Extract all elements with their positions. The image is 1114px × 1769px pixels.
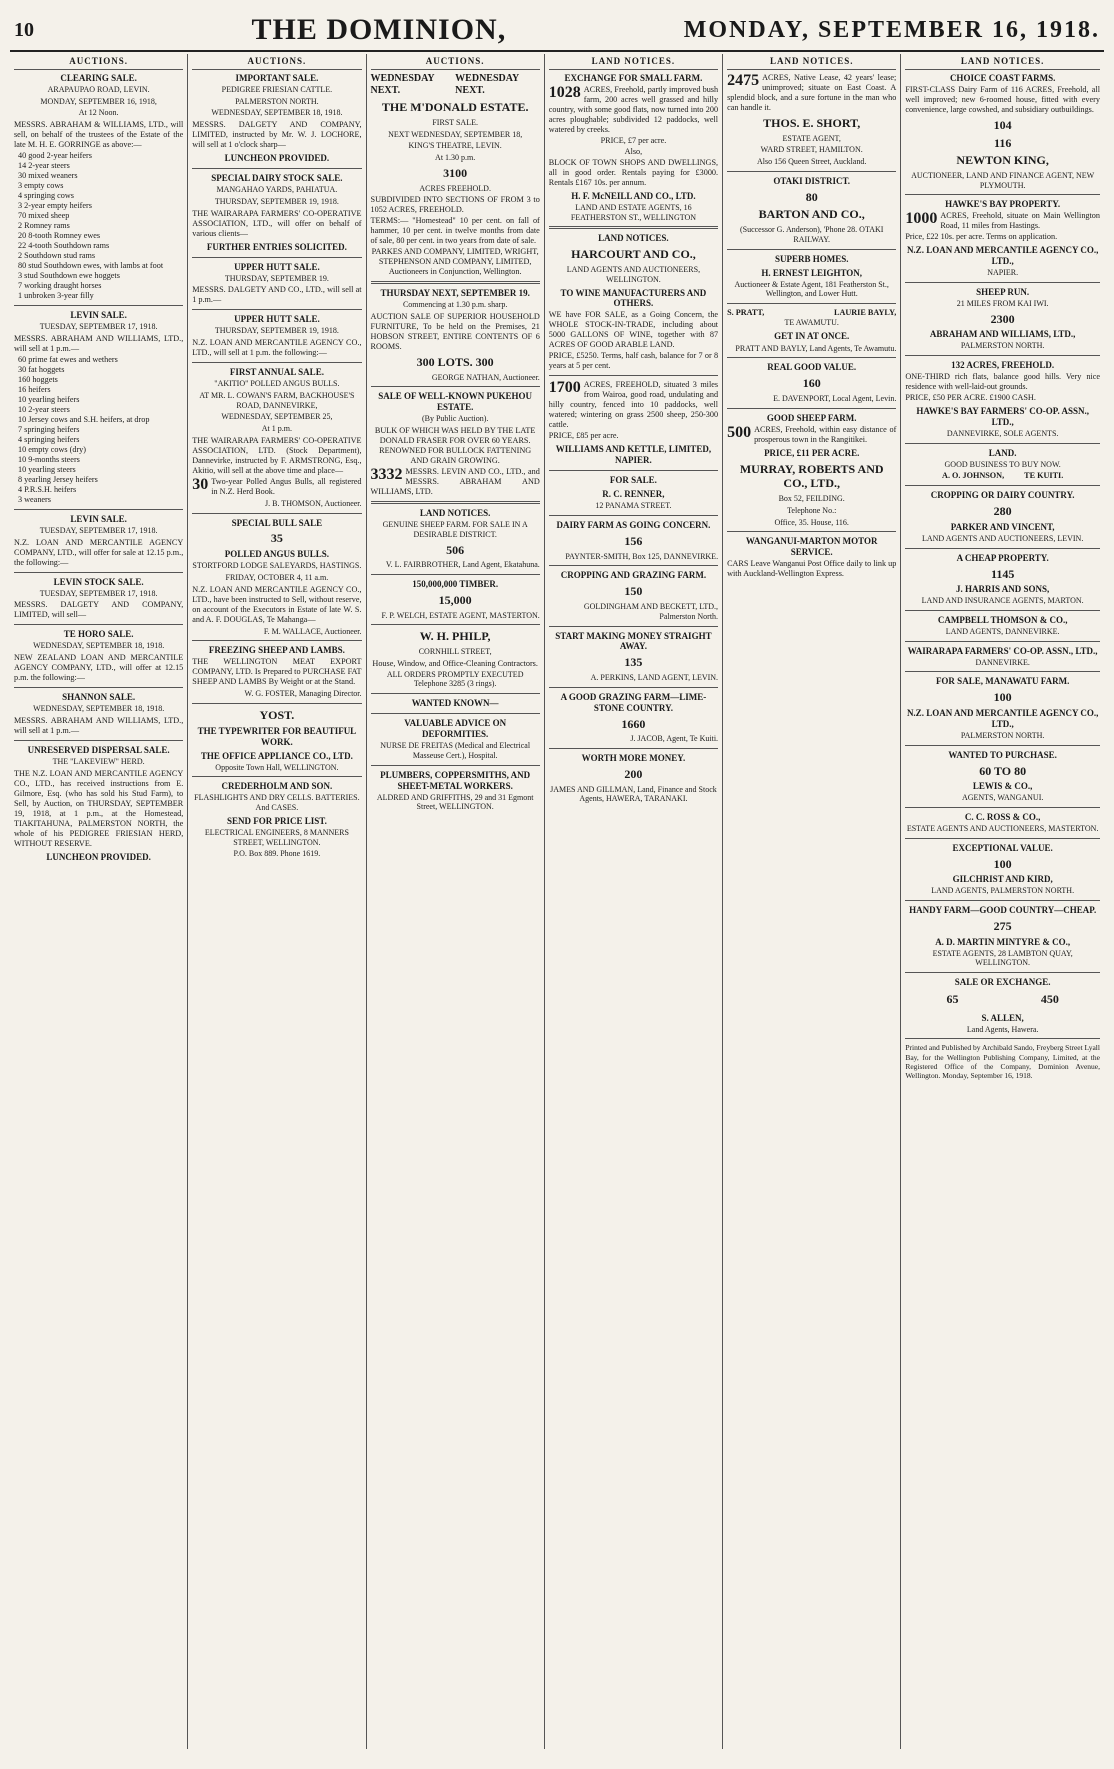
ad-heading: SPECIAL BULL SALE [231, 517, 323, 528]
acreage: 2475 [727, 71, 760, 89]
acreage: 500 [727, 423, 752, 441]
ad-heading: FIRST ANNUAL SALE. [229, 367, 324, 378]
acreage: 116 [993, 135, 1012, 150]
ad-signature: WAIRARAPA FARMERS' CO-OP. ASSN., LTD., [907, 645, 1098, 656]
list-item: 1 unbroken 3-year filly [18, 291, 94, 301]
ad-signature: H. F. McNEILL AND CO., LTD. [571, 190, 696, 201]
ad-heading: UPPER HUTT SALE. [234, 261, 320, 272]
ad-body: ACRES, Freehold, partly improved bush farm, 200 acres well grassed and hilly country, with some good flats, now turned into 200 acres ploughable; subdivided 12 paddocks, well watered by creeks. [548, 84, 719, 134]
ad-heading: THE M'DONALD ESTATE. [381, 100, 529, 115]
acreage: 3100 [443, 165, 468, 180]
ad-heading: UPPER HUTT SALE. [234, 314, 320, 325]
list-item: 10 yearling heifers [18, 394, 80, 404]
ad-heading: SALE OF WELL-KNOWN PUKEHOU ESTATE. [378, 391, 533, 413]
lot-description: Two-year Polled Angus Bulls, all registered in N.Z. Herd Book. [211, 476, 362, 496]
ad-address: Also 156 Queen Street, Auckland. [757, 157, 867, 167]
acreage: 506 [446, 542, 465, 557]
ad-signature: NURSE DE FREITAS (Medical and Electrical Masseuse Cert.), Hospital. [380, 741, 531, 760]
ad-price: PRICE, £50 PER ACRE. £1900 CASH. [905, 393, 1036, 402]
ad-place: AGENTS, WANGANUI. [961, 793, 1044, 803]
ad-firm: HARCOURT AND CO., [571, 247, 696, 262]
ad-place: LAND AGENTS, DANNEVIRKE. [945, 627, 1060, 636]
ad-time: At 1.30 p.m. [435, 153, 476, 163]
acreage: 150 [624, 584, 643, 599]
newspaper-page [10, 10, 1104, 1749]
acreage: 1660 [621, 716, 646, 731]
list-item: 7 springing heifers [18, 424, 80, 434]
acreage: 104 [993, 117, 1012, 132]
ad-signature: C. C. ROSS & CO., [964, 812, 1041, 823]
ad-date: NEXT WEDNESDAY, SEPTEMBER 18, [388, 129, 523, 139]
ad-body: N.Z. LOAN AND MERCANTILE AGENCY CO., LTD., will sell at 1 p.m. the following:— [192, 338, 362, 358]
acreage: 65 [946, 992, 959, 1007]
ad-body: ACRES, FREEHOLD, situated 3 miles from Wairoa, good road, undulating and hilly country, fenced into 10 paddocks, well watered; wintering on grass 2500 sheep, 250-300 cattle. [548, 380, 719, 430]
ad-heading: FOR SALE, MANAWATU FARM. [935, 676, 1070, 687]
agent-left: S. PRATT, [727, 308, 765, 317]
ad-place: TE AWAMUTU. [784, 318, 839, 327]
list-item: 3 2-year empty heifers [18, 201, 92, 211]
page-number: 10 [14, 18, 34, 41]
ad-place: PALMERSTON NORTH. [960, 731, 1045, 740]
acreage: 15,000 [438, 592, 472, 607]
ad-signature: J. JACOB, Agent, Te Kuiti. [630, 734, 719, 744]
acreage-label: ACRES FREEHOLD. [419, 183, 491, 193]
ad-price: PRICE, £11 PER ACRE. [764, 447, 860, 458]
list-item: 7 working draught horses [18, 281, 102, 291]
ad-address: 12 PANAMA STREET. [595, 501, 672, 511]
ad-heading: GOOD SHEEP FARM. [766, 412, 857, 423]
ad-place: STORTFORD LODGE SALEYARDS, HASTINGS. [192, 561, 362, 571]
column-heading: LAND NOTICES. [549, 54, 718, 70]
ad-heading: WANTED TO PURCHASE. [948, 749, 1057, 760]
ad-heading: LEVIN STOCK SALE. [53, 576, 144, 587]
ad-note: SEND FOR PRICE LIST. [226, 815, 327, 826]
ad-date: THURSDAY, SEPTEMBER 19. [224, 273, 329, 283]
ad-signature: PRATT AND BAYLY, Land Agents, Te Awamutu. [735, 343, 897, 353]
ad-subheading: ESTATE AGENT, [782, 133, 841, 143]
column-2 [188, 54, 366, 1749]
ad-heading: LAND NOTICES. [598, 233, 669, 244]
ad-signature: NEWTON KING, [956, 153, 1049, 168]
list-item: 40 good 2-year heifers [18, 151, 92, 161]
ad-heading: OTAKI DISTRICT. [773, 175, 851, 186]
ad-heading: REAL GOOD VALUE. [767, 362, 857, 373]
list-item: 2 Romney rams [18, 221, 70, 231]
ad-signature: E. DAVENPORT, Local Agent, Levin. [773, 394, 897, 404]
acreage: 1028 [548, 83, 581, 101]
ad-time: At 1 p.m. [261, 424, 293, 433]
ad-date: THURSDAY, SEPTEMBER 19, 1918. [214, 196, 339, 206]
list-item: 20 8-tooth Romney ewes [18, 231, 101, 241]
ad-place: LAND AGENTS AND AUCTIONEERS, LEVIN. [921, 533, 1084, 543]
ad-body: N.Z. LOAN AND MERCANTILE AGENCY CO., LTD., have been instructed to Sell, without reserve, on account of the Executors in Estate of late W. S. and A. F. DOUGLAS, Te Mahanga— [192, 584, 362, 624]
ad-heading: CHOICE COAST FARMS. [949, 72, 1056, 83]
ad-heading: A CHEAP PROPERTY. [956, 552, 1049, 563]
acreage: 156 [624, 534, 643, 549]
ad-date: WEDNESDAY, SEPTEMBER 25, [221, 412, 333, 422]
ad-date: TUESDAY, SEPTEMBER 17, 1918. [39, 322, 158, 332]
acreage: 80 [805, 189, 818, 204]
list-item: 3 weaners [18, 494, 51, 504]
ad-signature: S. ALLEN, [981, 1012, 1024, 1023]
ad-place: DANNEVIRKE, SOLE AGENTS. [946, 428, 1059, 438]
ad-body: THE N.Z. LOAN AND MERCANTILE AGENCY CO., LTD., has received instructions from E. Gilmore, Esq. (who has sold his Stud Farm), to Sell, by Auction, on THURSDAY, SEPTEMBER 19, 1918, at 1 p.m., at the Homestead, TIAKITAHUNA, PALMERSTON NORTH, the whole of his PEDIGREE FRIESIAN HERD, WITHOUT RESERVE. [14, 768, 184, 848]
ad-heading: CREDERHOLM AND SON. [221, 781, 333, 792]
ad-heading: WANTED KNOWN— [411, 698, 499, 709]
ad-subheading: AUCTIONEER, LAND AND FINANCE AGENT, NEW PLYMOUTH. [911, 170, 1095, 190]
agent-right: LAURIE BAYLY, [833, 308, 897, 317]
column-heading: AUCTIONS. [371, 54, 540, 70]
ad-body: THE TYPEWRITER FOR BEAUTIFUL WORK. [197, 725, 357, 747]
ad-place: PALMERSTON NORTH. [235, 96, 319, 106]
ad-address: Opposite Town Hall, WELLINGTON. [215, 762, 339, 772]
ad-subheading: Commencing at 1.30 p.m. sharp. [402, 300, 508, 310]
column-6 [901, 54, 1104, 1749]
ad-heading: WORTH MORE MONEY. [581, 753, 686, 764]
acreage: 160 [802, 376, 821, 391]
ad-signature: A. D. MARTIN MINTYRE & CO., [935, 936, 1071, 947]
ad-price: Price, £22 10s. per acre. Terms on application. [905, 232, 1058, 242]
ad-signature: PARKER AND VINCENT, [950, 522, 1055, 532]
ad-place: PALMERSTON NORTH. [960, 341, 1045, 351]
ad-body: MESSRS. DALGETY AND COMPANY, LIMITED, instructed by Mr. W. J. LOCHORE, will sell at 1 o'clock sharp— [192, 120, 362, 150]
ad-signature: F. P. WELCH, ESTATE AGENT, MASTERTON. [381, 610, 540, 620]
ad-date: WEDNESDAY, SEPTEMBER 18, 1918. [33, 704, 165, 714]
ad-heading: SPECIAL DAIRY STOCK SALE. [211, 173, 343, 184]
ad-signature: GEORGE NATHAN, Auctioneer. [431, 372, 540, 382]
ad-heading: TE HORO SALE. [63, 629, 134, 640]
ad-body: MESSRS. DALGETY AND COMPANY, LIMITED, will sell— [14, 600, 184, 620]
ad-subheading: Auctioneer & Estate Agent, 181 Featherston St., Wellington, and Lower Hutt. [734, 279, 889, 299]
acreage: 135 [624, 655, 643, 670]
ad-subheading: GOOD BUSINESS TO BUY NOW. [944, 459, 1061, 469]
ad-date: WEDNESDAY, SEPTEMBER 18, 1918. [211, 108, 343, 118]
ad-place: NAPIER. [987, 268, 1019, 278]
ad-subheading: FIRST SALE. [432, 117, 478, 127]
ad-heading: CLEARING SALE. [60, 72, 137, 83]
list-item: 10 Jersey cows and S.H. heifers, at drop [18, 414, 150, 424]
ad-place: DANNEVIRKE. [975, 657, 1030, 667]
list-item: 80 stud Southdown ewes, with lambs at foot [18, 261, 164, 271]
ad-heading: FOR SALE. [609, 475, 657, 486]
list-item: 30 fat hoggets [18, 364, 65, 374]
ad-signature: N.Z. LOAN AND MERCANTILE AGENCY CO., LTD., [906, 245, 1099, 267]
ad-place: LAND AND INSURANCE AGENTS, MARTON. [921, 596, 1084, 606]
acreage: 100 [993, 690, 1012, 705]
ad-date: FRIDAY, OCTOBER 4, 11 a.m. [225, 572, 329, 582]
ad-heading: A GOOD GRAZING FARM—LIME-STONE COUNTRY. [560, 691, 707, 713]
acreage: 1000 [905, 210, 938, 228]
ad-subheading: POLLED ANGUS BULLS. [224, 549, 330, 560]
column-heading: AUCTIONS. [192, 54, 361, 70]
list-item: 10 2-year steers [18, 404, 70, 414]
list-item: 4 P.R.S.H. heifers [18, 484, 77, 494]
ad-signature: V. L. FAIRBROTHER, Land Agent, Ekatahuna. [385, 560, 540, 570]
acreage: 100 [993, 856, 1012, 871]
ad-signature: H. ERNEST LEIGHTON, [761, 267, 863, 278]
ad-place: ESTATE AGENTS AND AUCTIONEERS, MASTERTON. [906, 824, 1099, 834]
ad-heading: CROPPING OR DAIRY COUNTRY. [930, 490, 1075, 501]
ad-heading: DAIRY FARM AS GOING CONCERN. [556, 520, 711, 531]
ad-body: MESSRS. ABRAHAM AND WILLIAMS, LTD., will sell at 1 p.m.— [14, 333, 184, 353]
ad-signature: A. O. JOHNSON, [942, 471, 1005, 481]
ad-signature: J. HARRIS AND SONS, [956, 584, 1050, 595]
ad-heading: SUPERB HOMES. [774, 253, 849, 264]
ad-subheading: "AKITIO" POLLED ANGUS BULLS. [214, 379, 340, 388]
ad-heading: LAND. [988, 447, 1017, 458]
list-item: 10 9-months steers [18, 454, 80, 464]
list-item: 3 stud Southdown ewe hoggets [18, 271, 120, 281]
ad-heading: VALUABLE ADVICE ON DEFORMITIES. [404, 718, 507, 740]
ad-subheading: LAND AGENTS AND AUCTIONEERS, WELLINGTON. [566, 265, 701, 284]
ad-signature: PAYNTER-SMITH, Box 125, DANNEVIRKE. [565, 551, 719, 561]
ad-phone: Office, 35. House, 116. [774, 517, 849, 527]
ad-heading: HANDY FARM—GOOD COUNTRY—CHEAP. [909, 905, 1097, 916]
acreage: 275 [993, 919, 1012, 934]
ad-date: WEDNESDAY, SEPTEMBER 18, 1918. [33, 641, 165, 651]
acreage: 1145 [990, 566, 1015, 581]
ad-heading: LAND NOTICES. [419, 508, 491, 519]
ad-subheading: MANGAHAO YARDS, PAHIATUA. [216, 185, 338, 195]
ad-heading: FREEZING SHEEP AND LAMBS. [208, 645, 345, 656]
ad-heading: W. H. PHILP, [419, 629, 491, 644]
ad-signature: BARTON AND CO., [758, 207, 865, 222]
ad-terms: TERMS:— "Homestead" 10 per cent. on fall of hammer, 10 per cent. in twelve months from date of sale, 80 per cent. in two years from date of sale. [370, 216, 540, 246]
ad-body: BLOCK OF TOWN SHOPS AND DWELLINGS, all in good order. Rentals paying for £3000. Rentals £167 10s. per annum. [548, 157, 719, 187]
ad-heading: CROPPING AND GRAZING FARM. [560, 570, 707, 581]
column-heading: LAND NOTICES. [905, 54, 1100, 70]
acreage: 3332 [370, 466, 403, 484]
ad-heading: 132 ACRES, FREEHOLD. [951, 360, 1055, 371]
list-item: 4 springing heifers [18, 434, 80, 444]
acreage: 450 [1040, 992, 1059, 1007]
ad-signature: W. G. FOSTER, Managing Director. [244, 689, 362, 699]
ad-heading: HAWKE'S BAY PROPERTY. [945, 199, 1061, 210]
ad-place: Land Agents, Hawera. [966, 1024, 1039, 1034]
ad-signature: ABRAHAM AND WILLIAMS, LTD., [929, 329, 1076, 340]
list-item: 10 yearling steers [18, 464, 76, 474]
ad-subheading: ARAPAUPAO ROAD, LEVIN. [47, 84, 150, 94]
ad-price: PRICE, £85 per acre. [548, 431, 619, 441]
acreage: 1700 [548, 379, 581, 397]
list-item: 2 Southdown stud rams [18, 251, 96, 261]
ad-heading: UNRESERVED DISPERSAL SALE. [27, 744, 170, 755]
ad-phone: P.O. Box 889. Phone 1619. [233, 849, 321, 859]
ad-banner-right: WEDNESDAY NEXT. [455, 72, 519, 97]
ad-note: LUNCHEON PROVIDED. [46, 851, 151, 862]
ad-heading: LEVIN SALE. [70, 513, 127, 524]
ad-signature: A. PERKINS, LAND AGENT, LEVIN. [590, 673, 719, 683]
ad-place: ESTATE AGENTS, 28 LAMBTON QUAY, WELLINGTON. [932, 948, 1073, 968]
list-item: 160 hoggets [18, 374, 58, 384]
list-item: 70 mixed sheep [18, 211, 70, 221]
ad-date: TUESDAY, SEPTEMBER 17, 1918. [39, 588, 158, 598]
ad-body: ONE-THIRD rich flats, balance good hills. Very nice residence with well-laid-out grounds. [905, 372, 1100, 391]
ad-heading: LEVIN SALE. [70, 310, 127, 321]
issue-date: MONDAY, SEPTEMBER 16, 1918. [683, 16, 1100, 43]
column-3 [367, 54, 545, 1749]
ad-heading: IMPORTANT SALE. [235, 72, 319, 83]
stock-list [14, 355, 183, 505]
ad-heading: EXCHANGE FOR SMALL FARM. [564, 72, 703, 83]
ad-signature: GILCHRIST AND KIRD, [952, 874, 1053, 885]
columns [10, 54, 1104, 1749]
lot-count: 30 [192, 475, 209, 493]
list-item: 22 4-tooth Southdown rams [18, 241, 110, 251]
ad-signature: PARKES AND COMPANY, LIMITED, WRIGHT, STEPHENSON AND COMPANY, LIMITED, Auctioneers in Conjunction, Wellington. [371, 247, 539, 277]
ad-heading: EXCEPTIONAL VALUE. [952, 842, 1053, 853]
ad-address: LAND AND ESTATE AGENTS, 16 FEATHERSTON ST., WELLINGTON [570, 202, 697, 222]
ad-signature: CAMPBELL THOMSON & CO., [937, 615, 1068, 626]
ad-body: House, Window, and Office-Cleaning Contractors. [372, 658, 538, 668]
ad-heading: THURSDAY NEXT, SEPTEMBER 19. [380, 288, 530, 299]
ad-date: TUESDAY, SEPTEMBER 17, 1918. [39, 525, 158, 535]
column-1 [10, 54, 188, 1749]
ad-signature: N.Z. LOAN AND MERCANTILE AGENCY CO., LTD., [906, 708, 1099, 730]
ad-signature: GOLDINGHAM AND BECKETT, LTD., Palmerston North. [583, 602, 719, 621]
ad-heading: START MAKING MONEY STRAIGHT AWAY. [555, 630, 712, 652]
ad-subheading: PEDIGREE FRIESIAN CATTLE. [221, 84, 333, 94]
ad-heading: SHANNON SALE. [62, 692, 136, 703]
ad-signature: THE OFFICE APPLIANCE CO., LTD. [200, 750, 353, 761]
list-item: 8 yearling Jersey heifers [18, 474, 98, 484]
ad-body: NEW ZEALAND LOAN AND MERCANTILE AGENCY COMPANY, LTD., will offer at 12.15 p.m. the following:— [14, 653, 184, 683]
column-heading: AUCTIONS. [14, 54, 183, 70]
ad-note: Also, [624, 146, 643, 156]
ad-place: LAND AGENTS, PALMERSTON NORTH. [931, 886, 1075, 896]
list-item: 14 2-year steers [18, 161, 70, 171]
ad-address: CORNHILL STREET, [418, 646, 492, 656]
ad-signature: F. M. WALLACE, Auctioneer. [263, 626, 362, 636]
list-item: 10 empty cows (dry) [18, 444, 86, 454]
lot-count: 300 LOTS. 300 [416, 355, 494, 370]
ad-subheading: TO WINE MANUFACTURERS AND OTHERS. [560, 287, 707, 309]
ad-place: KING'S THEATRE, LEVIN. [408, 141, 502, 151]
ad-subheading: GENUINE SHEEP FARM. FOR SALE IN A DESIRABLE DISTRICT. [382, 520, 528, 539]
acreage: 200 [624, 767, 643, 782]
list-item: 60 prime fat ewes and wethers [18, 354, 118, 364]
imprint: Printed and Published by Archibald Sando, Freyberg Street Lyall Bay, for the Wellington Publishing Company, Limited, at the Registered Office of the Company, Dominion Avenue, Wellington. Monday, September 16, 1918. [905, 1043, 1100, 1080]
ad-body: THE WAIRARAPA FARMERS' CO-OPERATIVE ASSOCIATION, LTD., will offer on behalf of various clients— [192, 208, 362, 238]
ad-body: MESSRS. DALGETY AND CO., LTD., will sell at 1 p.m.— [192, 285, 362, 305]
lot-count: 35 [270, 531, 283, 546]
ad-note: ALL ORDERS PROMPTLY EXECUTED Telephone 3285 (3 rings). [386, 669, 524, 689]
ad-place: AT MR. L. COWAN'S FARM, BACKHOUSE'S ROAD, DANNEVIRKE, [199, 390, 355, 410]
list-item: 4 springing cows [18, 191, 74, 201]
ad-body: SUBDIVIDED INTO SECTIONS OF FROM 3 to 1052 ACRES, FREEHOLD. [370, 195, 540, 215]
newspaper-title: THE DOMINION, [251, 13, 507, 46]
ad-body: ACRES, Freehold, within easy distance of prosperous town in the Rangitikei. [754, 424, 897, 444]
ad-banner-left: WEDNESDAY NEXT. [370, 72, 435, 97]
ad-date: MONDAY, SEPTEMBER 16, 1918, [40, 96, 157, 106]
ad-note: LUNCHEON PROVIDED. [224, 153, 330, 164]
ad-heading: YOST. [259, 708, 295, 723]
list-item: 16 heifers [18, 384, 51, 394]
ad-body: FLASHLIGHTS AND DRY CELLS. BATTERIES. And CASES. [194, 793, 360, 813]
ad-subheading: 21 MILES FROM KAI IWI. [956, 298, 1049, 308]
ad-address: Box 52, FEILDING. [778, 494, 845, 503]
ad-body: MESSRS. ABRAHAM AND WILLIAMS, LTD., will sell at 1 p.m.— [14, 715, 184, 735]
ad-signature: THOS. E. SHORT, [763, 115, 861, 130]
column-5 [723, 54, 901, 1749]
ad-body: FIRST-CLASS Dairy Farm of 116 ACRES, Freehold, all well improved; new 6-roomed house, fitted with every convenience, large cowshed, and subsidiary outbuildings. [905, 84, 1100, 114]
ad-subheading: GET IN AT ONCE. [774, 330, 850, 341]
ad-subheading: (Successor G. Anderson), 'Phone 28. OTAKI RAILWAY. [739, 225, 884, 244]
ad-signature: J. B. THOMSON, Auctioneer. [265, 498, 362, 508]
ad-heading: 150,000,000 TIMBER. [412, 578, 499, 589]
ad-signature: ELECTRICAL ENGINEERS, 8 MANNERS STREET, WELLINGTON. [204, 827, 349, 847]
ad-signature: MURRAY, ROBERTS AND CO., LTD., [739, 461, 884, 491]
ad-body: THE WELLINGTON MEAT EXPORT COMPANY, LTD. Is Prepared to PURCHASE FAT SHEEP AND LAMBS By Weight or at the Stand. [192, 657, 362, 687]
ad-subheading: (By Public Auction). [421, 414, 489, 424]
ad-signature: MESSRS. LEVIN AND CO., LTD., and MESSRS. ABRAHAM AND WILLIAMS, LTD. [370, 467, 540, 497]
ad-signature: HAWKE'S BAY FARMERS' CO-OP. ASSN., LTD., [916, 406, 1089, 427]
ad-signature: JAMES AND GILLMAN, Land, Finance and Stock Agents, HAWERA, TARANAKI. [550, 784, 717, 804]
ad-signature: R. C. RENNER, [602, 489, 665, 500]
ad-address: WARD STREET, HAMILTON. [760, 145, 863, 155]
ad-signature: WILLIAMS AND KETTLE, LIMITED, NAPIER. [555, 444, 712, 466]
ad-heading: SALE OR EXCHANGE. [954, 977, 1051, 988]
ad-body: THE WAIRARAPA FARMERS' CO-OPERATIVE ASSOCIATION, LTD. (Stock Department), Dannevirke, instructed by F. ARMSTRONG, Esq., Akitio, will sell at the above time and place— [192, 435, 362, 475]
ad-signature: ALDRED AND GRIFFITHS, 29 and 31 Egmont Street, WELLINGTON. [376, 792, 534, 812]
ad-time: At 12 Noon. [78, 108, 119, 118]
ad-body: N.Z. LOAN AND MERCANTILE AGENCY COMPANY, LTD., will offer for sale at 12.15 p.m., the following:— [14, 537, 184, 567]
ad-price: PRICE, £7 per acre. [600, 135, 667, 145]
acreage: 280 [993, 504, 1012, 519]
ad-place: TE KUITI. [1024, 471, 1064, 481]
ad-price: PRICE, £5250. Terms, half cash, balance for 7 or 8 years at 5 per cent. [548, 351, 719, 371]
ad-body: BULK OF WHICH WAS HELD BY THE LATE DONALD FRASER FOR OVER 60 YEARS. RENOWNED FOR BULLOCK FATTENING AND GRAIN GROWING. [374, 426, 536, 466]
ad-heading: PLUMBERS, COPPERSMITHS, AND SHEET-METAL WORKERS. [380, 769, 531, 791]
ad-phone-label: Telephone No.: [787, 505, 837, 515]
ad-body: ACRES, Native Lease, 42 years' lease; unimproved; situate on East Coast. A splendid block, and a sure fortune in the man who can handle it. [727, 72, 897, 112]
ad-heading: SHEEP RUN. [976, 286, 1030, 297]
ad-body: WE have FOR SALE, as a Going Concern, the WHOLE STOCK-IN-TRADE, including about 5000 GALLONS OF WINE, together with 87 ACRES OF GOOD ARABLE LAND. [548, 310, 719, 350]
list-item: 3 empty cows [18, 181, 64, 191]
acreage: 2300 [990, 311, 1015, 326]
list-item: 30 mixed weaners [18, 171, 78, 181]
column-4 [545, 54, 723, 1749]
ad-body: AUCTION SALE OF SUPERIOR HOUSEHOLD FURNITURE, To be held on the Premises, 21 HOBSON STREET, ENTIRE CONTENTS OF 6 ROOMS. [370, 312, 540, 352]
ad-body: ACRES, Freehold, situate on Main Wellington Road, 11 miles from Hastings. [940, 211, 1100, 231]
ad-date: THURSDAY, SEPTEMBER 19, 1918. [214, 326, 339, 336]
masthead [10, 10, 1104, 52]
acreage: 60 TO 80 [979, 763, 1027, 778]
stock-list [14, 151, 183, 301]
ad-body: MESSRS. ABRAHAM & WILLIAMS, LTD., will sell, on behalf of the trustees of the Estate of the late M. H. E. GORRINGE as above:— [14, 120, 184, 150]
ad-body: CARS Leave Wanganui Post Office daily to link up with Auckland-Wellington Express. [727, 559, 897, 579]
ad-subheading: THE "LAKEVIEW" HERD. [52, 756, 145, 766]
ad-heading: FURTHER ENTRIES SOLICITED. [206, 241, 347, 252]
column-heading: LAND NOTICES. [727, 54, 896, 70]
ad-signature: LEWIS & CO., [972, 781, 1033, 792]
ad-heading: WANGANUI-MARTON MOTOR SERVICE. [745, 536, 878, 558]
